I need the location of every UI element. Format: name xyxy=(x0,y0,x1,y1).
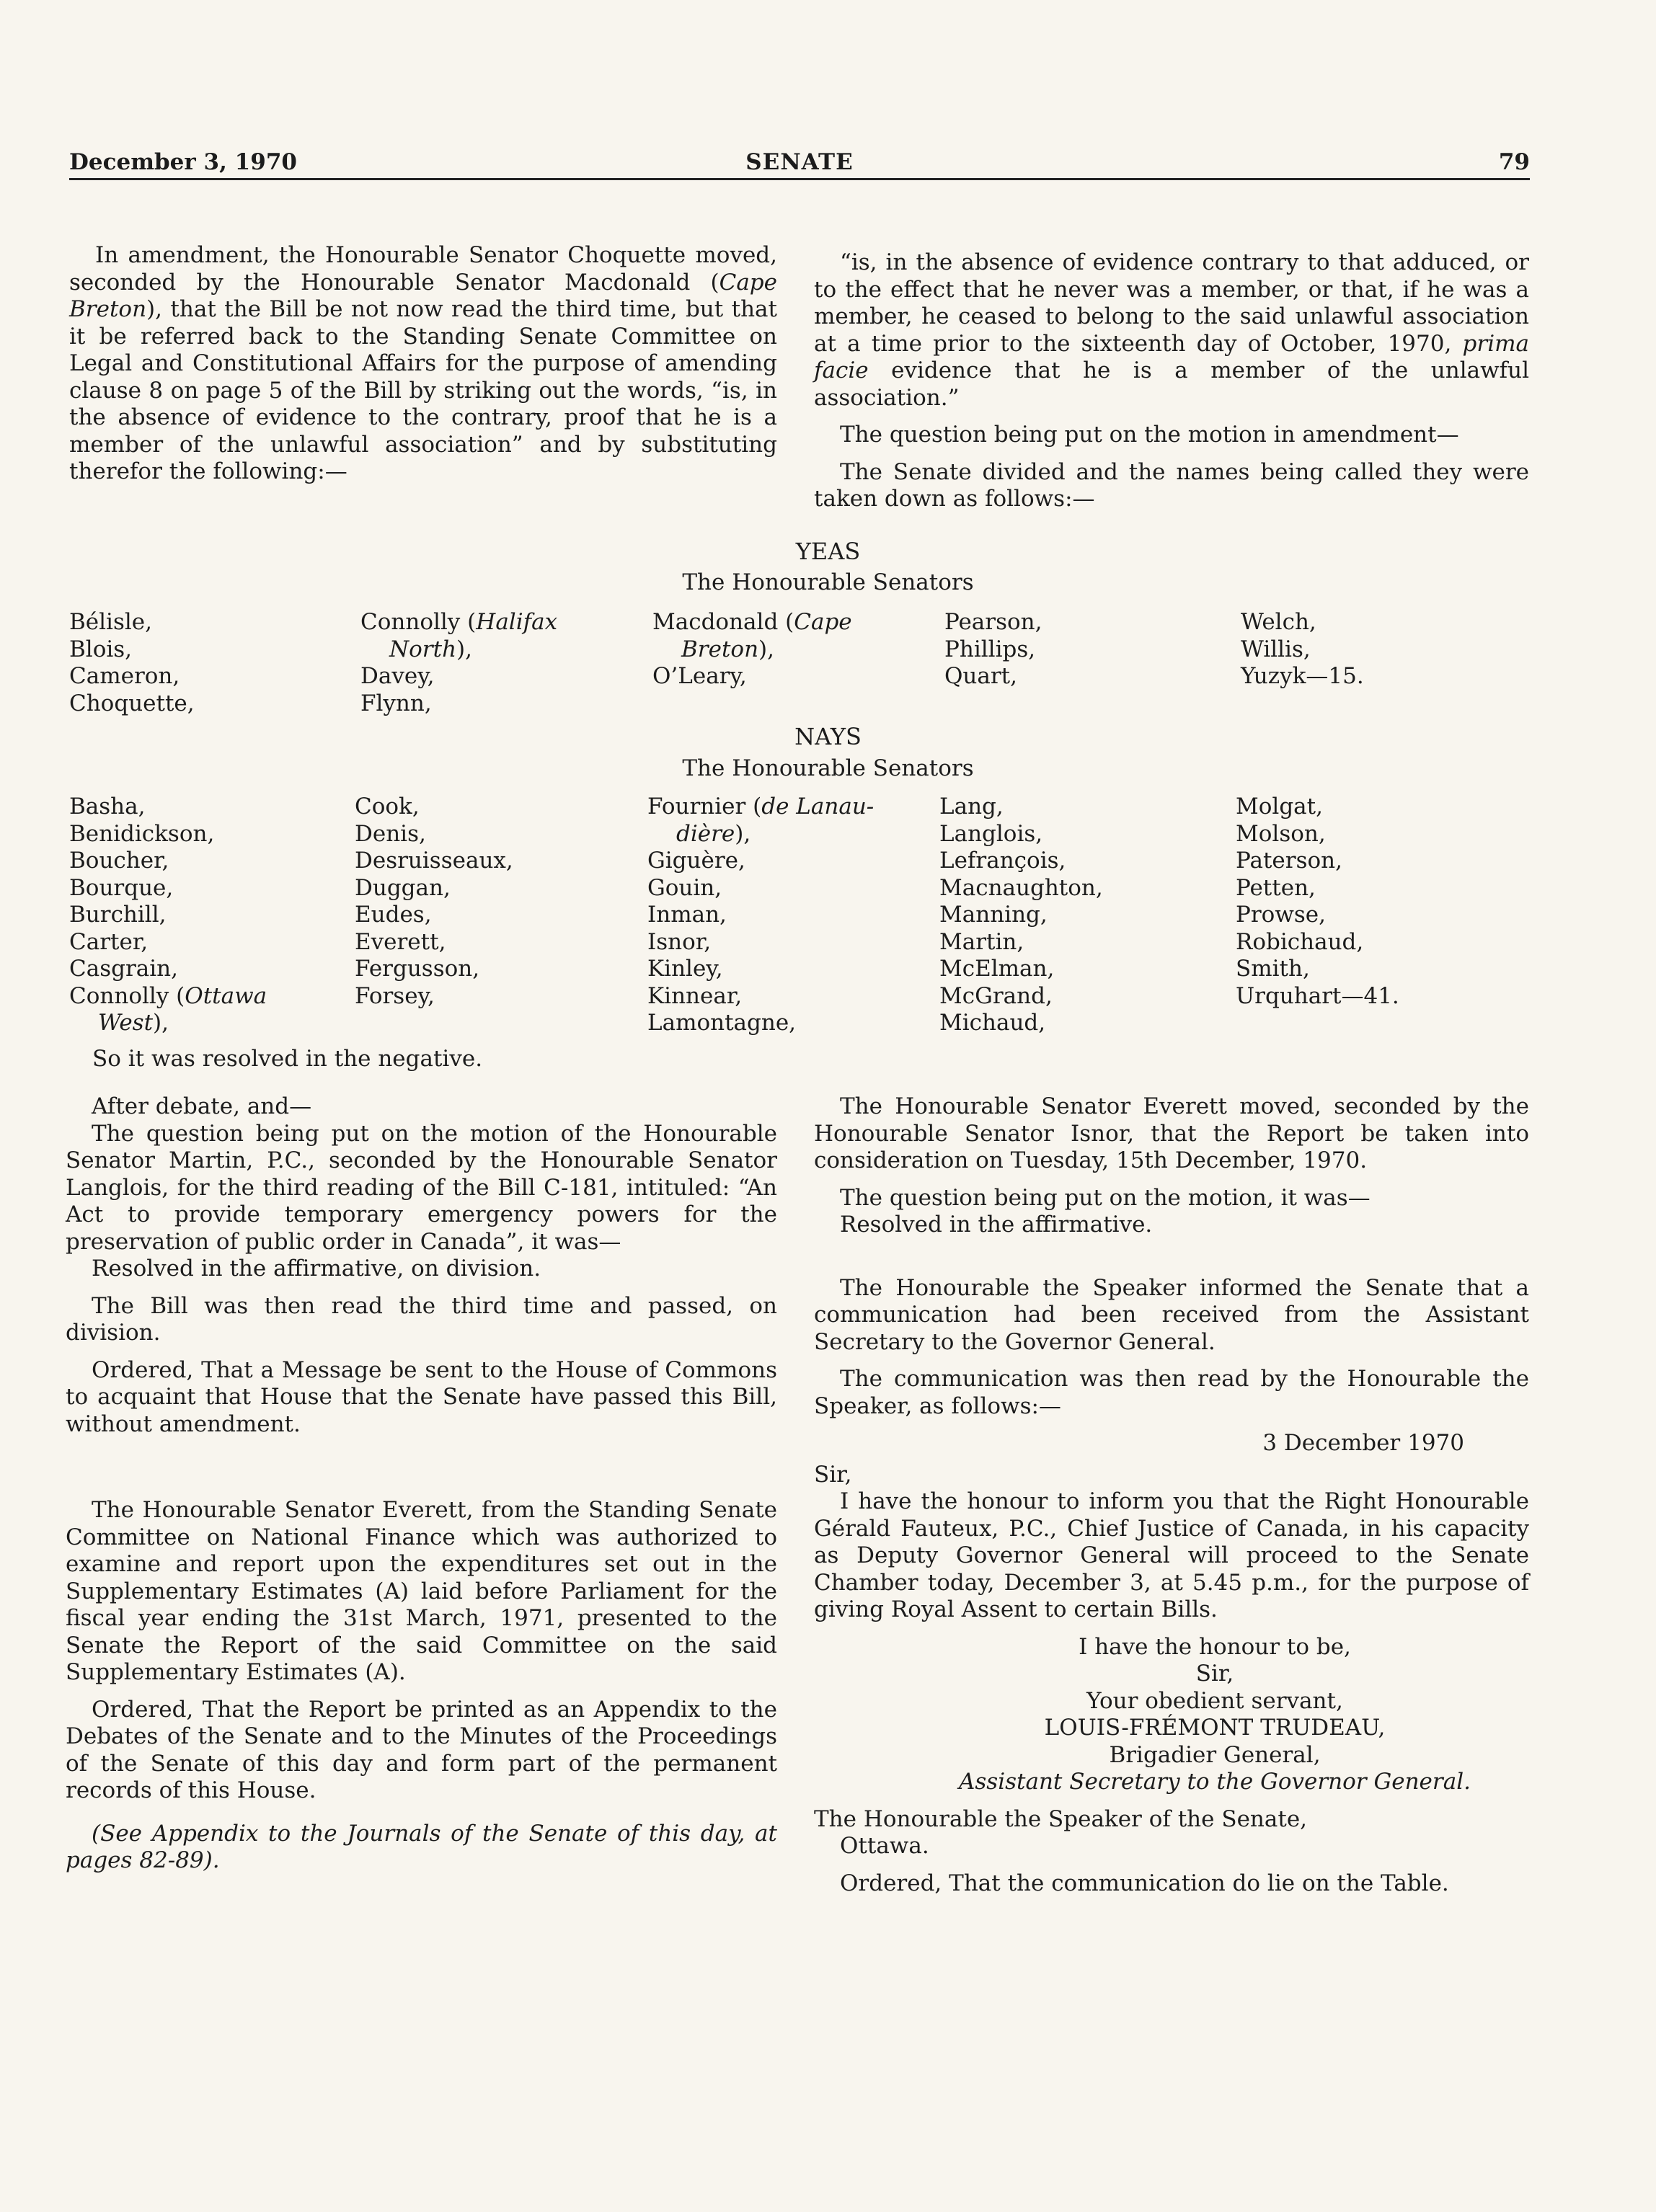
see-appendix: (See Appendix to the Journals of the Senate of this day, at pages 82-89). xyxy=(66,1820,777,1873)
name: Cook, xyxy=(355,794,420,819)
closing-line: I have the honour to be, xyxy=(1079,1633,1351,1660)
name: Kinnear, xyxy=(647,982,743,1009)
name: O’Leary, xyxy=(652,663,747,689)
yeas-col-5 xyxy=(1241,609,1364,690)
resolved-negative: So it was resolved in the negative. xyxy=(92,1046,483,1072)
position: Assistant Secretary to the Governor General. xyxy=(959,1769,1471,1795)
name: Paterson, xyxy=(1236,848,1342,874)
page-header xyxy=(69,148,1530,180)
name: Quart, xyxy=(944,663,1017,689)
name-cont: dière), xyxy=(676,820,751,847)
rank: Brigadier General, xyxy=(1109,1741,1321,1768)
name: Eudes, xyxy=(355,902,432,928)
name: Bourque, xyxy=(69,874,174,901)
resolved-affirmative: Resolved in the affirmative. xyxy=(840,1212,1153,1238)
amendment-paragraph: In amendment, the Honourable Senator Choquette moved, seconded by the Honourable Senator Macdonald (Cape Breton), that the Bill be not now read the third time, but that it be referred back to the Standing Senate Committee on Legal and Constitutional Affairs for the purpose of amending clause 8 on page 5 of the Bill by striking out the words, “is, in the absence of evidence to the contrary, proof that he is a member of the unlawful association” and by substituting therefor the following:— xyxy=(69,242,777,484)
name: Cameron, xyxy=(69,663,180,689)
name: Connolly (Ottawa xyxy=(69,982,267,1009)
after-debate: After debate, and— xyxy=(92,1093,312,1119)
name: Langlois, xyxy=(939,820,1043,847)
name: Fournier (de Lanau- xyxy=(647,794,875,819)
page-number: 79 xyxy=(1498,149,1530,175)
header-date: December 3, 1970 xyxy=(69,149,297,175)
letter-body: I have the honour to inform you that the Right Honourable Gérald Fauteux, P.C., Chief Justice of Canada, in his capacity as Deputy Governor General will proceed to the Senate Chamber today, December 3, at 5.45 p.m., for the purpose of giving Royal Assent to certain Bills. xyxy=(814,1488,1529,1622)
name: Flynn, xyxy=(360,690,432,716)
name: Macnaughton, xyxy=(939,874,1103,901)
nays-subheading: The Honourable Senators xyxy=(682,755,974,781)
salutation: Sir, xyxy=(814,1461,852,1488)
name: Martin, xyxy=(939,928,1024,955)
ordered-message: Ordered, That a Message be sent to the House of Commons to acquaint that House that the Senate have passed this Bill, without amendment. xyxy=(66,1356,777,1437)
name: Connolly (Halifax xyxy=(360,609,558,635)
name: Manning, xyxy=(939,902,1048,928)
closing-block xyxy=(814,1634,1529,1796)
addressee: The Honourable the Speaker of the Senate, xyxy=(814,1805,1308,1832)
left-top-column xyxy=(69,242,777,496)
name: Willis, xyxy=(1241,636,1311,662)
city: Ottawa. xyxy=(840,1833,929,1859)
signatory: LOUIS-FRÉMONT TRUDEAU, xyxy=(1044,1715,1386,1741)
yeas-col-1 xyxy=(69,609,195,717)
name: Smith, xyxy=(1236,956,1310,982)
closing-line: Your obedient servant, xyxy=(1086,1687,1343,1714)
name: Duggan, xyxy=(355,874,451,901)
name: Lamontagne, xyxy=(647,1010,797,1036)
yeas-col-4 xyxy=(944,609,1042,690)
name: Yuzyk—15. xyxy=(1241,663,1364,689)
nays-heading: NAYS xyxy=(794,723,862,750)
everett-report: The Honourable Senator Everett, from the Standing Senate Committee on National Finance which was authorized to examine and report upon the expenditures set out in the Supplementary Estimates (A) laid before Parliament for the fiscal year ending the 31st March, 1971, presented to the Senate the Report of the said Committee on the said Supplementary Estimates (A). xyxy=(66,1497,777,1685)
name: Boucher, xyxy=(69,848,169,874)
nays-col-5 xyxy=(1236,794,1399,1010)
name: Michaud, xyxy=(939,1010,1046,1036)
name: Choquette, xyxy=(69,690,195,716)
speaker-informed: The Honourable the Speaker informed the Senate that a communication had been received from the Assistant Secretary to the Governor General. xyxy=(814,1274,1529,1355)
name: Basha, xyxy=(69,794,146,819)
name: Macdonald (Cape xyxy=(652,609,852,635)
name: Urquhart—41. xyxy=(1236,982,1399,1009)
name-cont: Breton), xyxy=(681,636,774,662)
nays-col-4 xyxy=(939,794,1103,1037)
closing-line: Sir, xyxy=(1195,1661,1234,1687)
name: Burchill, xyxy=(69,902,167,928)
bill-passed: The Bill was then read the third time and passed, on division. xyxy=(66,1292,777,1346)
resolved-division: Resolved in the affirmative, on division. xyxy=(92,1256,541,1282)
name: Everett, xyxy=(355,928,446,955)
name: Molgat, xyxy=(1236,794,1323,819)
name: Isnor, xyxy=(647,928,712,955)
name: Kinley, xyxy=(647,956,723,982)
ordered-printed: Ordered, That the Report be printed as an Appendix to the Debates of the Senate and to the Minutes of the Proceedings of the Senate of this day and form part of the permanent records of this House. xyxy=(66,1696,777,1803)
name: Pearson, xyxy=(944,609,1042,635)
name: Forsey, xyxy=(355,982,435,1009)
yeas-col-2 xyxy=(360,609,557,717)
nays-col-3 xyxy=(647,794,874,1037)
name-cont: West), xyxy=(98,1010,169,1036)
name: Carter, xyxy=(69,928,149,955)
yeas-subheading: The Honourable Senators xyxy=(682,569,974,595)
right-top-column xyxy=(814,249,1529,523)
question-martin: The question being put on the motion of the Honourable Senator Martin, P.C., seconded by the Honourable Senator Langlois, for the third reading of the Bill C-181, intituled: “An Act to provide temporary emergency powers for the preservation of public order in Canada”, it was— xyxy=(66,1120,777,1255)
name: Prowse, xyxy=(1236,902,1326,928)
nays-col-2 xyxy=(355,794,513,1010)
name: Inman, xyxy=(647,902,727,928)
name-cont: North), xyxy=(389,636,472,662)
name: Fergusson, xyxy=(355,956,480,982)
question-motion: The question being put on the motion, it was— xyxy=(840,1184,1371,1211)
name: Phillips, xyxy=(944,636,1036,662)
right-bottom-column xyxy=(814,1093,1529,1907)
everett-moved: The Honourable Senator Everett moved, seconded by the Honourable Senator Isnor, that the Report be taken into consideration on Tuesday, 15th December, 1970. xyxy=(814,1093,1529,1173)
yeas-col-3 xyxy=(652,609,852,690)
name: Casgrain, xyxy=(69,956,178,982)
letter-date: 3 December 1970 xyxy=(1262,1430,1464,1456)
left-bottom-column xyxy=(66,1093,777,1885)
yeas-heading: YEAS xyxy=(795,538,861,565)
name: Denis, xyxy=(355,820,426,847)
header-title: SENATE xyxy=(745,149,854,175)
senate-divided: The Senate divided and the names being called they were taken down as follows:— xyxy=(814,458,1529,512)
name: Petten, xyxy=(1236,874,1316,901)
nays-col-1 xyxy=(69,794,267,1037)
name: Molson, xyxy=(1236,820,1326,847)
name: Robichaud, xyxy=(1236,928,1364,955)
name: Gouin, xyxy=(647,874,722,901)
name: McGrand, xyxy=(939,982,1053,1009)
name: Desruisseaux, xyxy=(355,848,513,874)
name: McElman, xyxy=(939,956,1055,982)
name: Lang, xyxy=(939,794,1004,819)
question-amendment: The question being put on the motion in amendment— xyxy=(840,422,1459,448)
name: Bélisle, xyxy=(69,609,152,635)
name: Welch, xyxy=(1241,609,1316,635)
name: Benidickson, xyxy=(69,820,215,847)
name: Davey, xyxy=(360,663,435,689)
ordered-table: Ordered, That the communication do lie on the Table. xyxy=(840,1870,1449,1896)
name: Blois, xyxy=(69,636,133,662)
name: Lefrançois, xyxy=(939,848,1066,874)
name: Giguère, xyxy=(647,848,745,874)
communication-read: The communication was then read by the Honourable the Speaker, as follows:— xyxy=(814,1366,1529,1419)
quoted-substitution: “is, in the absence of evidence contrary to that adduced, or to the effect that he never was a member, or that, if he was a member, he ceased to belong to the said unlawful association at a time prior to the sixteenth day of October, 1970, prima facie evidence that he is a member of the unlawful association.” xyxy=(814,249,1529,411)
